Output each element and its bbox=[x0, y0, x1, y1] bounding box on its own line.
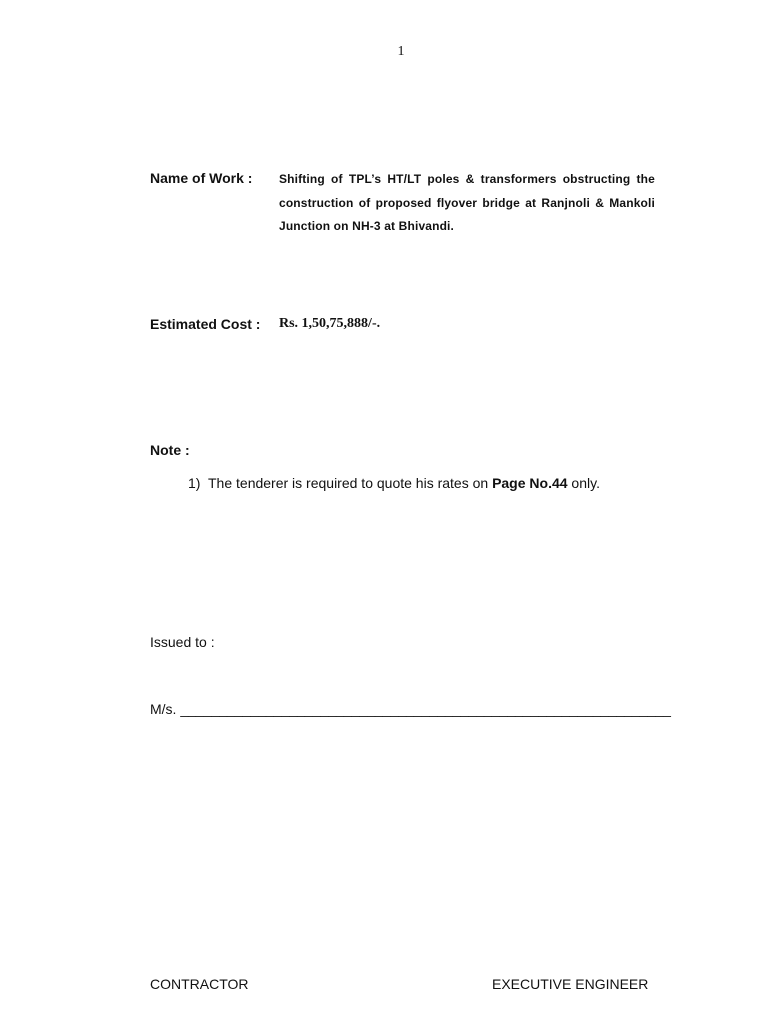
note-item-page-reference: Page No.44 bbox=[492, 475, 568, 491]
note-item-text-end: only. bbox=[567, 475, 600, 491]
name-of-work-description: Shifting of TPL’s HT/LT poles & transformers obstructing the construction of proposed flyover bridge at Ranjnoli & Mankoli Junction on NH-3 at Bhivandi. bbox=[279, 172, 655, 233]
ms-prefix: M/s. bbox=[150, 701, 181, 717]
note-item-number: 1) bbox=[188, 475, 201, 491]
note-item-text: The tenderer is required to quote his rates on bbox=[208, 475, 493, 491]
contractor-signature-label: CONTRACTOR bbox=[150, 976, 249, 992]
estimated-cost-label: Estimated Cost : bbox=[150, 316, 261, 332]
name-of-work-label: Name of Work : bbox=[150, 170, 253, 186]
issued-to-label: Issued to : bbox=[150, 634, 215, 650]
ms-line bbox=[150, 701, 671, 717]
note-item bbox=[188, 475, 600, 491]
executive-engineer-signature-label: EXECUTIVE ENGINEER bbox=[492, 976, 649, 992]
note-label: Note : bbox=[150, 442, 190, 458]
ms-blank-line: _______________________________________________________________ bbox=[180, 701, 671, 717]
estimated-cost-value: Rs. 1,50,75,888/-. bbox=[279, 316, 381, 331]
page-number: 1 bbox=[397, 44, 405, 59]
